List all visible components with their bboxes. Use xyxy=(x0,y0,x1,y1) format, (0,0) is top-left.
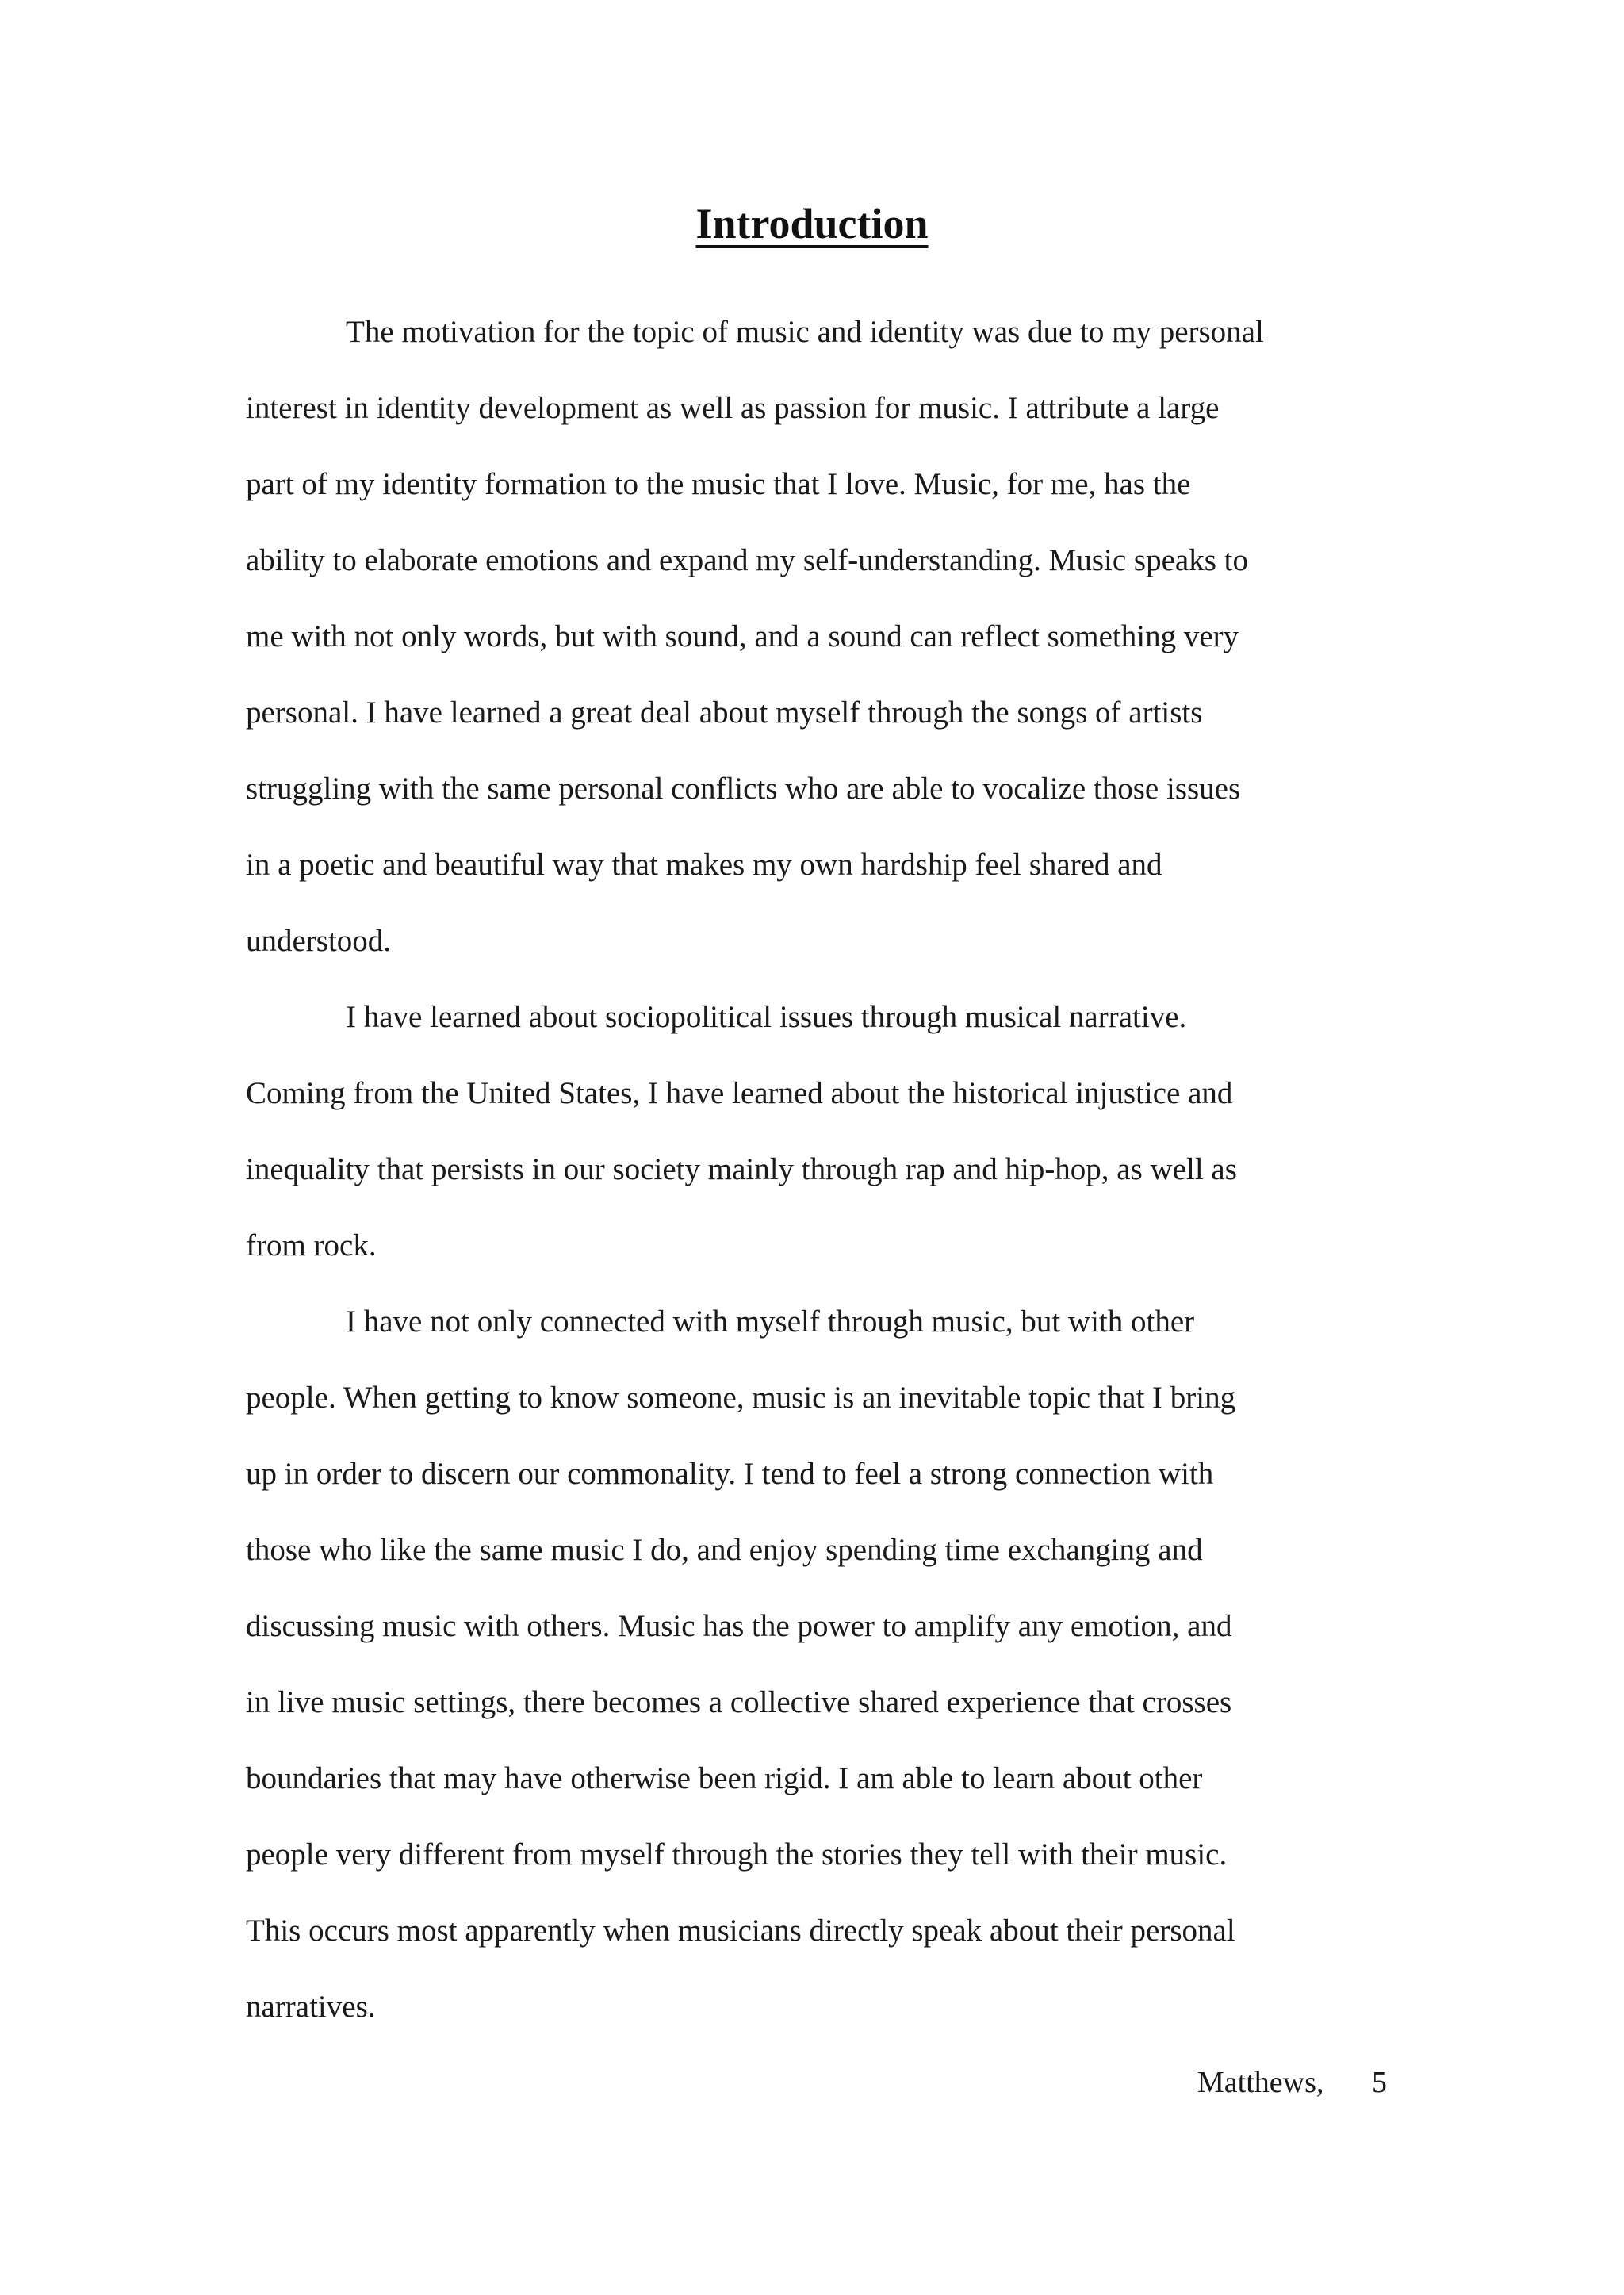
text-line: those who like the same music I do, and enjoy spending time exchanging and xyxy=(246,1533,1203,1567)
paragraph-1 xyxy=(246,294,1388,979)
text-line: I have not only connected with myself through music, but with other xyxy=(346,1305,1195,1339)
footer-author: Matthews, xyxy=(1197,2066,1324,2099)
text-line: narratives. xyxy=(246,1990,376,2024)
paragraph-2 xyxy=(246,979,1388,1284)
text-line: me with not only words, but with sound, and a sound can reflect something very xyxy=(246,619,1239,653)
text-line: in live music settings, there becomes a collective shared experience that crosses xyxy=(246,1685,1232,1719)
text-line: understood. xyxy=(246,924,392,958)
text-line: ability to elaborate emotions and expand my self-understanding. Music speaks to xyxy=(246,543,1248,577)
text-line: inequality that persists in our society mainly through rap and hip-hop, as well as xyxy=(246,1152,1237,1186)
text-line: from rock. xyxy=(246,1228,377,1262)
text-line: interest in identity development as well as passion for music. I attribute a large xyxy=(246,391,1220,425)
text-line: I have learned about sociopolitical issues through musical narrative. xyxy=(346,1000,1187,1034)
text-line: discussing music with others. Music has the power to amplify any emotion, and xyxy=(246,1609,1232,1643)
text-line: This occurs most apparently when musicians directly speak about their personal xyxy=(246,1914,1235,1948)
text-line: people. When getting to know someone, music is an inevitable topic that I bring xyxy=(246,1381,1236,1415)
text-line: personal. I have learned a great deal about myself through the songs of artists xyxy=(246,695,1203,730)
text-line: struggling with the same personal conflicts who are able to vocalize those issues xyxy=(246,772,1241,806)
page-number: 5 xyxy=(1372,2066,1387,2099)
paragraph-3 xyxy=(246,1284,1388,2045)
text-line: in a poetic and beautiful way that makes my own hardship feel shared and xyxy=(246,848,1162,882)
text-line: boundaries that may have otherwise been rigid. I am able to learn about other xyxy=(246,1761,1203,1795)
text-line: part of my identity formation to the music that I love. Music, for me, has the xyxy=(246,467,1191,501)
page-title: Introduction xyxy=(695,200,929,247)
text-line: people very different from myself through the stories they tell with their music. xyxy=(246,1837,1228,1872)
text-line: The motivation for the topic of music and identity was due to my personal xyxy=(346,315,1264,349)
body-text xyxy=(246,294,1388,2045)
text-line: up in order to discern our commonality. I tend to feel a strong connection with xyxy=(246,1457,1214,1491)
text-line: Coming from the United States, I have learned about the historical injustice and xyxy=(246,1076,1233,1110)
